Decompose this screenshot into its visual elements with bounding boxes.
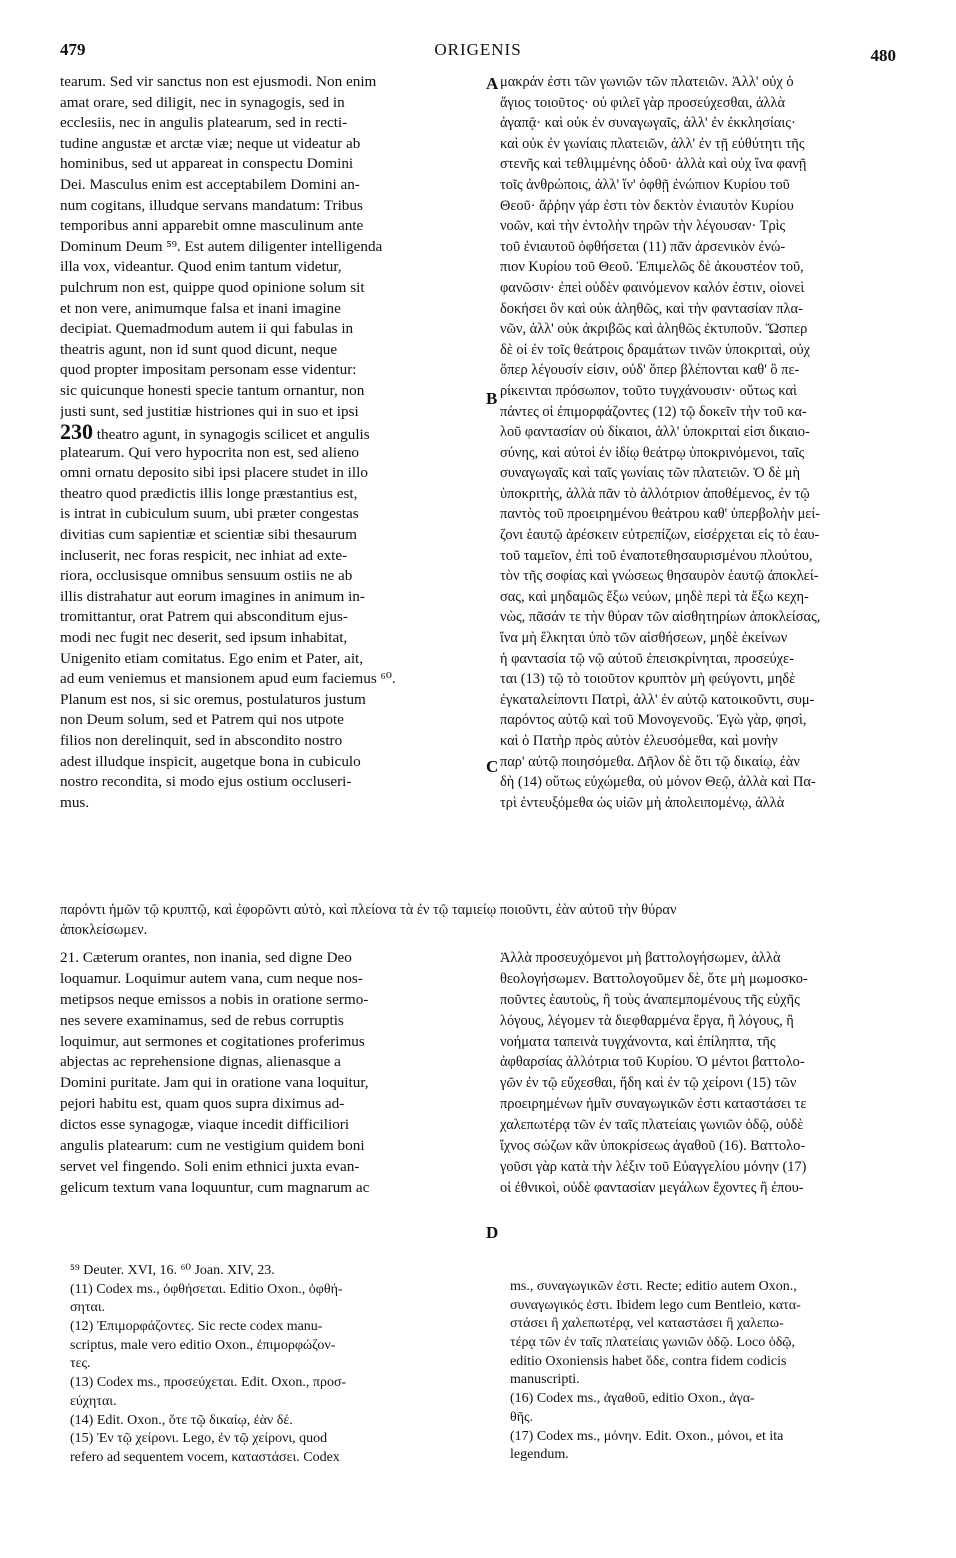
latin-text-line: illa vox, videantur. Quod enim tantum videtur, [60,258,342,276]
greek-text-line: οἱ ἐθνικοὶ, οὐδὲ φαντασίαν μεγάλων ἔχοντες ἢ ἐπου- [500,1179,804,1196]
greek-text-line: πάντες οἱ ἐπιμορφάζοντες (12) τῷ δοκεῖν τὴν τοῦ κα- [500,403,807,420]
greek-text-line: γῶν ἐν τῷ εὔχεσθαι, ἤδη καὶ ἐν τῷ χείρονι (15) τῶν [500,1075,797,1092]
greek-text-line: ἵνα μὴ ἕλκηται ὑπὸ τῶν αἰσθήσεων, μηδὲ ἐκείνων [500,630,788,647]
latin-text-line: platearum. Qui vero hypocrita non est, sed alieno [60,443,360,461]
latin-text-line: loquamur. Loquimur autem vana, cum neque nos- [60,969,363,987]
running-header [60,40,896,66]
greek-column-main [500,72,900,817]
greek-text-line: νῶν, ἀλλ' οὐκ ἀκριβῶς καὶ ἀληθῶς ἐκτυποῦν. Ὥσπερ [500,321,808,338]
latin-text-line: Dominum Deum ⁵⁹. Est autem diligenter intelligenda [60,237,383,255]
footnote-line: ms., συναγωγικῶν ἐστι. Recte; editio autem Oxon., [510,1279,797,1294]
latin-text-line: filios non derelinquit, sed in abscondito nostro [60,732,343,749]
greek-text-line: θεολογήσωμεν. Βαττολογοῦμεν δὲ, ὅτε μὴ μωμοσκο- [500,970,808,987]
greek-text-line: καὶ ὁ Πατὴρ πρὸς αὐτὸν ἐλευσόμεθα, καὶ μονὴν [500,733,778,749]
latin-text-line: amat orare, sed diligit, nec in synagogis, sed in [60,93,345,111]
greek-text-line: καὶ οὐκ ἐν γωνίαις πλατειῶν, ἀλλ' ἐν τῇ εὐθύτητι τῆς [500,135,805,152]
greek-text-line: ζονι ἑαυτῷ ἀρέσκειν εὐτρεπίζων, εἰσέρχεται εἰς τὸ ἑαυ- [500,527,820,544]
latin-text-line: omni ornatu deposito sibi ipsi placere studet in illo [60,464,368,482]
greek-text-line: δὴ (14) οὕτως εὐχώμεθα, οὐ μόνον Θεῷ, ἀλλὰ καὶ Πα- [500,774,816,791]
latin-text-line: 21. Cæterum orantes, non inania, sed digne Deo [60,949,352,966]
footnote-line: (13) Codex ms., προσεύχεται. Edit. Oxon., προσ- [70,1375,347,1391]
footnote-line: ⁵⁹ Deuter. XVI, 16. ⁶⁰ Joan. XIV, 23. [70,1263,275,1278]
footnote-line: (11) Codex ms., ὀφθήσεται. Editio Oxon., ὀφθή- [70,1281,343,1297]
greek-text-line: τοῦ ταμεῖον, ἐπὶ τοῦ ἐναποτεθησαυρισμένου πλούτου, [500,547,813,564]
margin-marker-d: D [486,1223,499,1242]
greek-text-line: τὸν τῆς σοφίας καὶ γνώσεως θησαυρὸν ἑαυτῷ ἀποκλεί- [500,568,819,585]
footnote-line: legendum. [510,1447,569,1463]
greek-text-line: ἀφθαρσίας ἀλλότρια τοῦ Κυρίου. Ὁ μέντοι βαττολο- [500,1054,805,1071]
greek-text-line: πιον Κυρίου τοῦ Θεοῦ. Ἐπιμελῶς δὲ ἀκουστέον τοῦ, [500,259,804,276]
latin-text-line: et non vere, animumque falsa et inani imagine [60,299,341,317]
latin-text-line: pulchrum non est, quippe quod opinione solum sit [60,278,365,296]
latin-text-line: dictos esse synagogæ, viaque incedit difficiliori [60,1116,350,1134]
footnote-line: τες. [70,1356,91,1372]
latin-text-line: tearum. Sed vir sanctus non est ejusmodi. Non enim [60,73,377,90]
latin-text-line: angulis platearum: cum ne vestigium quidem boni [60,1137,365,1155]
footnote-line: refero ad sequentem vocem, καταστάσει. Codex [70,1449,340,1465]
latin-column-main [60,72,485,817]
greek-text-line: νοήματα ταπεινὰ τυγχάνοντα, καὶ ἐπίληπτα, τῆς [500,1033,776,1050]
latin-text-line: Dei. Masculus enim est acceptabilem Domini an- [60,175,360,193]
latin-text-line: loquimur, aut sermones et cogitationes proferimus [60,1032,365,1050]
right-page-number: 480 [870,46,896,65]
latin-text-line: ecclesiis, nec in angulis platearum, sed in recti- [60,114,348,132]
greek-text-line: μακράν ἐστι τῶν γωνιῶν τῶν πλατειῶν. Ἀλλ' οὐχ ὁ [500,74,794,90]
greek-text-line: τοῖς ἀνθρώποις, ἀλλ' ἵν' ὀφθῇ ἐνώπιον Κυρίου τοῦ [500,176,790,193]
greek-text-line: δὲ οἱ ἐν τοῖς θεάτροις δραμάτων τινῶν ὑποκριταὶ, οὐχ [500,341,811,358]
latin-text-line: illis distrahatur aut eorum imagines in animum in- [60,587,365,605]
left-page-number: 479 [60,40,86,59]
greek-text-line: ρίκεινται πρόσωπον, τοῦτο τυγχάνουσιν· οὕτως καὶ [500,382,797,399]
greek-text-line: ἴχνος σώζων κἂν ὑποκρίσεως ἀγαθοῦ (16). Βαττολο- [500,1138,806,1155]
footnote-line: στάσει ἢ χαλεπωτέρᾳ, vel καταστάσει ἢ χαλεπω- [510,1316,784,1332]
greek-text-line: λοῦ φαντασίαν οὐ δίκαιοι, ἀλλ' ὑποκριταί εἰσι δικαιο- [500,424,810,441]
latin-text-line: nes severe examinamus, sed de rebus corruptis [60,1011,344,1029]
footnote-line: (14) Edit. Oxon., ὅτε τῷ δικαίῳ, ἐὰν δέ. [70,1412,293,1428]
footnotes-left [70,1262,490,1502]
greek-text-line: δοκήσει ὂν καὶ οὐκ ἀληθῶς, καὶ τὴν φαντασίαν πλα- [500,300,803,317]
footnote-line: (16) Codex ms., ἀγαθοῦ, editio Oxon., ἀγα- [510,1391,755,1407]
greek-text-line: χαλεπωτέρᾳ τῶν ἐν ταῖς πλατείαις γωνιῶν ὁδῷ, οὐδὲ [500,1117,804,1134]
latin-text-line: nostro recondita, si modo ejus ostium occluseri- [60,773,352,791]
latin-text-line: abjectas ac reprehensione dignas, alienasque a [60,1053,341,1071]
latin-text-line: num cogitans, illudque servans mandatum: Tribus [60,196,363,214]
greek-text-line: ὅπερ λέγουσίν εἰσιν, οὐδ' ὅπερ βλέπονται καθ' ὃ πε- [500,362,800,379]
latin-text-line: divitias cum sapientiæ et scientiæ sibi thesaurum [60,526,357,544]
latin-text-line: decipiat. Quemadmodum autem ii qui fabulas in [60,320,354,338]
footnote-line: (15) Ἐν τῷ χείρονι. Lego, ἐν τῷ χείρονι, quod [70,1431,328,1447]
footnote-line: (17) Codex ms., μόνην. Edit. Oxon., μόνοι, et ita [510,1428,784,1444]
latin-text-line: non Deum solum, sed et Patrem qui nos utpote [60,711,344,729]
greek-text-line: σας, καὶ μηδαμῶς ἔξω νεύων, μηδὲ περὶ τὰ ἔξω κεχη- [500,588,809,605]
greek-text-line: ἀγαπᾷ· καὶ οὐκ ἐν συναγωγαῖς, ἀλλ' ἐν ἐκκλησίαις· [500,115,796,132]
greek-text-line: προειρημένων ἡμῖν συναγωγικῶν ἐστι καταστάσει τε [500,1096,807,1113]
footnote-line: manuscripti. [510,1372,580,1388]
latin-text-line: servet vel fingendo. Soli enim ethnici juxta evan- [60,1157,360,1175]
latin-text-line: gelicum textum vana loquuntur, cum magnarum ac [60,1178,370,1196]
greek-text-line: νοῶν, καὶ τὴν ἐντολὴν τηρῶν τὴν λέγουσαν· Τρὶς [500,218,786,235]
latin-text-line: metipsos neque emissos a nobis in oratione sermo- [60,990,369,1008]
greek-text-line: ται (13) τῷ τὸ τοιοῦτον κρυπτὸν μὴ φεύγοντι, μηδὲ [500,671,796,688]
greek-text-line: ὑποκριτὴς, ἀλλὰ πᾶν τὸ ἀλλότριον ἀποθέμενος, ἐν τῷ [500,485,810,502]
greek-text-line: τρὶ ἐντευξόμεθα ὡς υἱῶν μὴ ἀπολειπομένῳ, ἀλλὰ [500,794,785,811]
spanning-text-line: ἀποκλείσωμεν. [60,922,148,939]
latin-text-line: riora, occlusisque omnibus sensuum ostiis ne ab [60,567,353,585]
footnote-line: (12) Ἐπιμορφάζοντες. Sic recte codex manu- [70,1319,323,1335]
latin-text-line: temporibus anni apparebit omne masculinum ante [60,217,364,235]
greek-text-line: συναγωγαῖς καὶ ταῖς γωνίαις τῶν πλατειῶν. Ὁ δὲ μὴ [500,465,801,482]
greek-text-line: λόγους, λέγομεν τὰ διεφθαρμένα ἔργα, ἢ λόγους, ἢ [500,1012,794,1029]
latin-text-line: theatro quod prædictis illis longe præstantius est, [60,484,358,502]
latin-text-line: modi nec fugit nec deserit, sed ipsum inhabitat, [60,629,348,647]
latin-text-line: tudine angustæ et arctæ viæ; neque ut videatur ab [60,134,361,152]
footnote-line: τέρᾳ τῶν ἐν ταῖς πλατείαις γωνιῶν ὁδῷ. Loco ὁδῷ, [510,1335,796,1351]
greek-text-line: στενῆς καὶ τεθλιμμένης ὁδοῦ· ἀλλὰ καὶ οὐχ ἵνα φανῇ [500,156,807,173]
latin-text-line: adest illudque inspicit, augetque bona in cubiculo [60,752,361,770]
latin-text-line: 230 theatro agunt, in synagogis scilicet et angulis [60,422,485,443]
latin-text-line: quod propter impositam personam esse videntur: [60,361,357,379]
greek-text-line: παρ' αὐτῷ ποιησόμεθα. Δῆλον δὲ ὅτι τῷ δικαίῳ, ἐὰν [500,753,800,770]
latin-text-line: is intrat in cubiculum suum, ubi præter congestas [60,505,359,523]
margin-marker-b: B [486,389,498,408]
greek-text-line: ἡ φαντασία τῷ νῷ αὐτοῦ ἐπεισκρίνηται, προσεύχε- [500,650,794,667]
latin-text-line: hominibus, sed ut appareat in conspectu Domini [60,155,354,173]
latin-text-line: mus. [60,793,90,811]
latin-text-line: Domini puritate. Jam qui in oratione vana loquitur, [60,1074,369,1092]
greek-text-line: σύνης, καὶ αὐτοὶ ἐν ἰδίῳ θεάτρῳ ὑποκρινόμενοι, ταῖς [500,444,805,461]
spanning-greek-lines [60,900,900,944]
greek-text-line: Ἀλλὰ προσευχόμενοι μὴ βαττολογήσωμεν, ἀλλὰ [500,950,781,966]
latin-text-line: sic quicunque honesti specie tantum ornantur, non [60,381,365,399]
latin-text-line: pejori habitu est, quam quos supra diximus ad- [60,1095,345,1113]
greek-text-line: παρόντος αὐτῷ καὶ τοῦ Μονογενοῦς. Ἐγὼ γὰρ, φησὶ, [500,712,807,729]
greek-text-line: τοῦ ἐνιαυτοῦ ὀφθήσεται (11) πᾶν ἀρσενικὸν ἐνώ- [500,238,786,255]
greek-text-line: ἅγιος τοιοῦτος· οὐ φιλεῖ γὰρ προσεύχεσθαι, ἀλλὰ [500,94,786,111]
footnote-line: θῆς. [510,1409,534,1425]
greek-column-section-21 [500,948,900,1200]
running-title: ORIGENIS [434,40,522,59]
greek-text-line: γοῦσι γὰρ κατὰ τὴν λέξιν τοῦ Εὐαγγελίου μόνην (17) [500,1158,807,1175]
latin-text-line: incluserit, nec foras respicit, nec inhiat ad exte- [60,546,348,564]
footnote-line: scriptus, male vero editio Oxon., ἐπιμορφώζον- [70,1337,336,1353]
greek-text-line: παντὸς τοῦ προειρημένου θεάτρου καθ' ὑπερβολὴν μεί- [500,506,821,523]
latin-text-line: Planum est nos, si sic oremus, postulaturos justum [60,690,366,708]
margin-marker-a: A [486,74,499,93]
greek-text-line: ποῦντες ἑαυτοὺς, ἢ τοὺς ἀναπεμπομένους τῆς εὐχῆς [500,991,800,1008]
latin-text-line: ad eum veniemus et mansionem apud eum faciemus ⁶⁰. [60,670,396,688]
spanning-text-line: παρόντι ἡμῶν τῷ κρυπτῷ, καὶ ἐφορῶντι αὐτὸ, καὶ πλείονα τὰ ἐν τῷ ταμιείῳ ποιοῦντι, ἐὰν αὐτοῦ τὴν θύραν [60,902,677,918]
margin-marker-c: C [486,757,499,776]
greek-text-line: ἐγκαταλείποντι Πατρὶ, ἀλλ' ἐν αὐτῷ κατοικοῦντι, συμ- [500,691,815,708]
latin-text-line: theatris agunt, non id sunt quod dicunt, neque [60,340,338,358]
greek-text-line: νὼς, πᾶσάν τε τὴν θύραν τῶν αἰσθητηρίων ἀποκλείσας, [500,609,821,626]
footnote-line: συναγωγικός ἐστι. Ibidem lego cum Bentleio, κατα- [510,1297,801,1313]
footnote-line: σηται. [70,1300,106,1316]
greek-text-line: φανῶσιν· ἐπεὶ οὐδὲν φαινόμενον καλόν ἐστιν, οἱονεὶ [500,279,805,296]
latin-text-line: tromittantur, orat Patrem qui absconditum ejus- [60,608,348,626]
column-number: 230 [60,422,93,443]
greek-text-line: Θεοῦ· ἄῤῥην γάρ ἐστι τὸν δεκτὸν ἐνιαυτὸν Κυρίου [500,197,794,214]
footnotes-right [510,1278,900,1478]
latin-text-line: justi sunt, sed justitiæ histriones qui in suo et ipsi [60,402,359,420]
footnote-line: εύχηται. [70,1393,117,1409]
latin-column-section-21 [60,948,485,1200]
footnote-line: editio Oxoniensis habet ὅδε, contra fidem codicis [510,1353,787,1369]
latin-text-line: Unigenito etiam comitatus. Ego enim et Pater, ait, [60,649,364,667]
